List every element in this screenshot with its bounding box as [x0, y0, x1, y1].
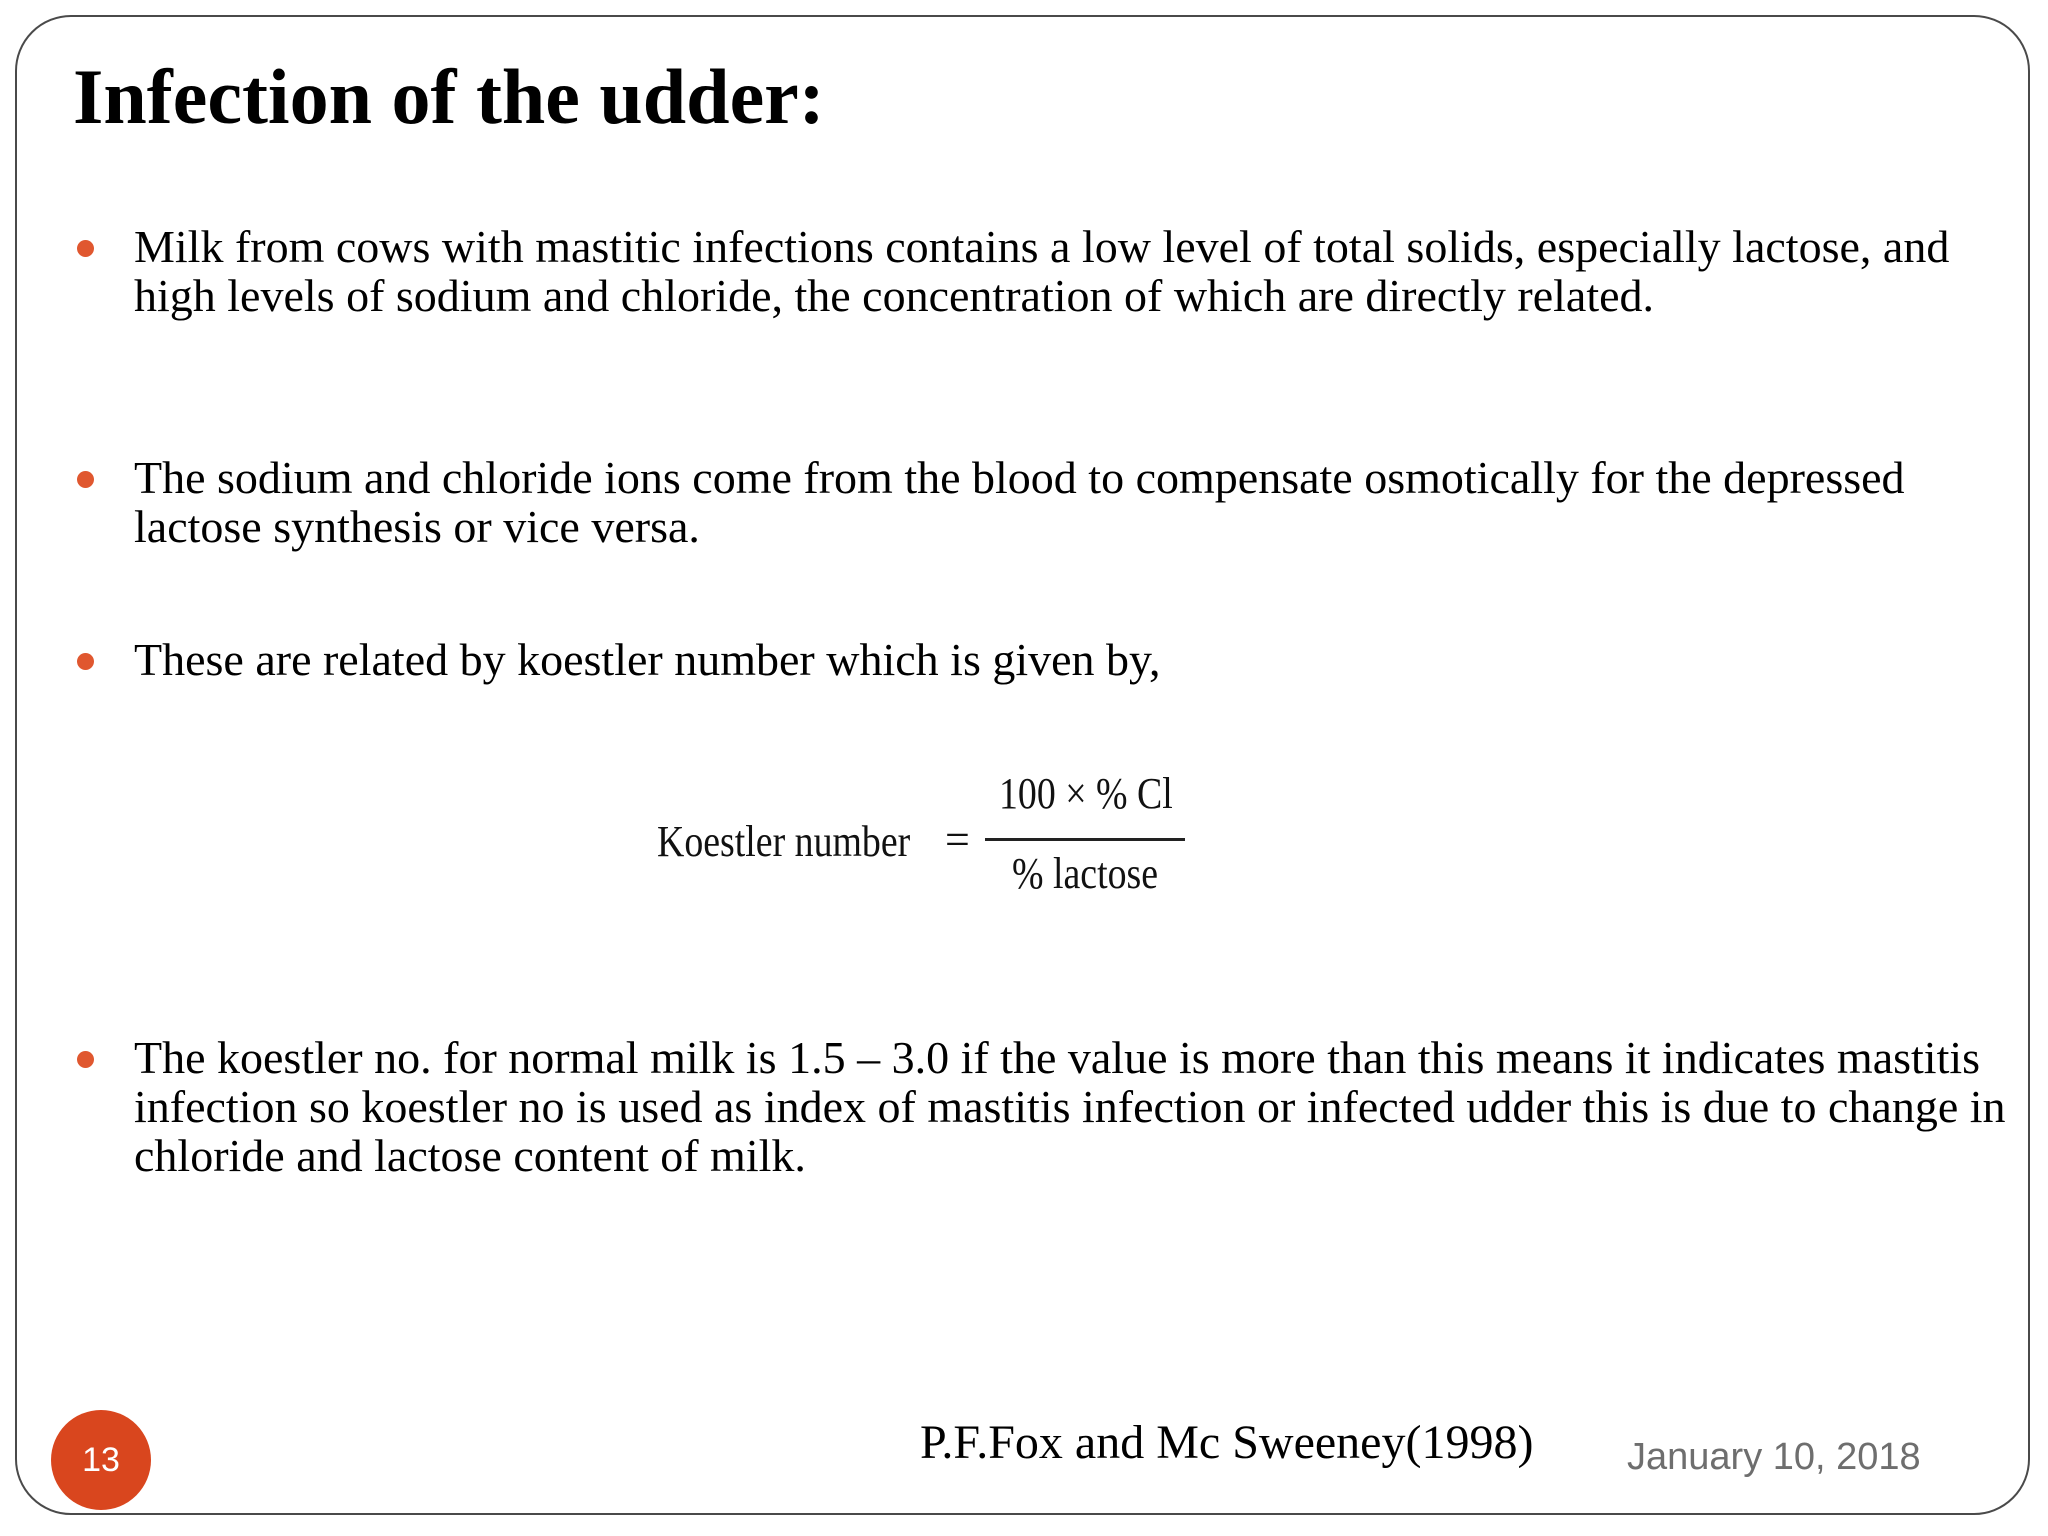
fraction-bar — [985, 838, 1185, 841]
bullet-dot-icon — [77, 1051, 94, 1068]
slide-date: January 10, 2018 — [1627, 1436, 1921, 1478]
bullet-dot-icon — [77, 471, 94, 488]
koestler-formula — [657, 769, 1197, 909]
bullet-text: These are related by koestler number which is given by, — [134, 634, 1161, 685]
formula-numerator: 100 × % Cl — [999, 769, 1173, 818]
slide-title: Infection of the udder: — [73, 53, 825, 140]
formula-denominator: % lactose — [1011, 849, 1159, 898]
bullet-text: The sodium and chloride ions come from the blood to compensate osmotically for the depressed lactose synthesis or vice versa. — [134, 452, 1905, 552]
bullet-dot-icon — [77, 240, 94, 257]
reference-citation: P.F.Fox and Mc Sweeney(1998) — [920, 1416, 1534, 1469]
formula-equals: = — [945, 815, 970, 864]
bullet-text: Milk from cows with mastitic infections contains a low level of total solids, especially lactose, and high levels of sodium and chloride, the concentration of which are directly related. — [134, 221, 1950, 321]
bullet-text: The koestler no. for normal milk is 1.5 – 3.0 if the value is more than this means it indicates mastitis infection so koestler no is used as index of mastitis infection or infected udder this is due to change in chloride and lactose content of milk. — [134, 1032, 2006, 1181]
page-number: 13 — [82, 1440, 120, 1479]
page-number-badge — [51, 1410, 151, 1510]
formula-lhs: Koestler number — [657, 817, 911, 866]
bullet-dot-icon — [77, 653, 94, 670]
slide-frame — [15, 15, 2030, 1515]
